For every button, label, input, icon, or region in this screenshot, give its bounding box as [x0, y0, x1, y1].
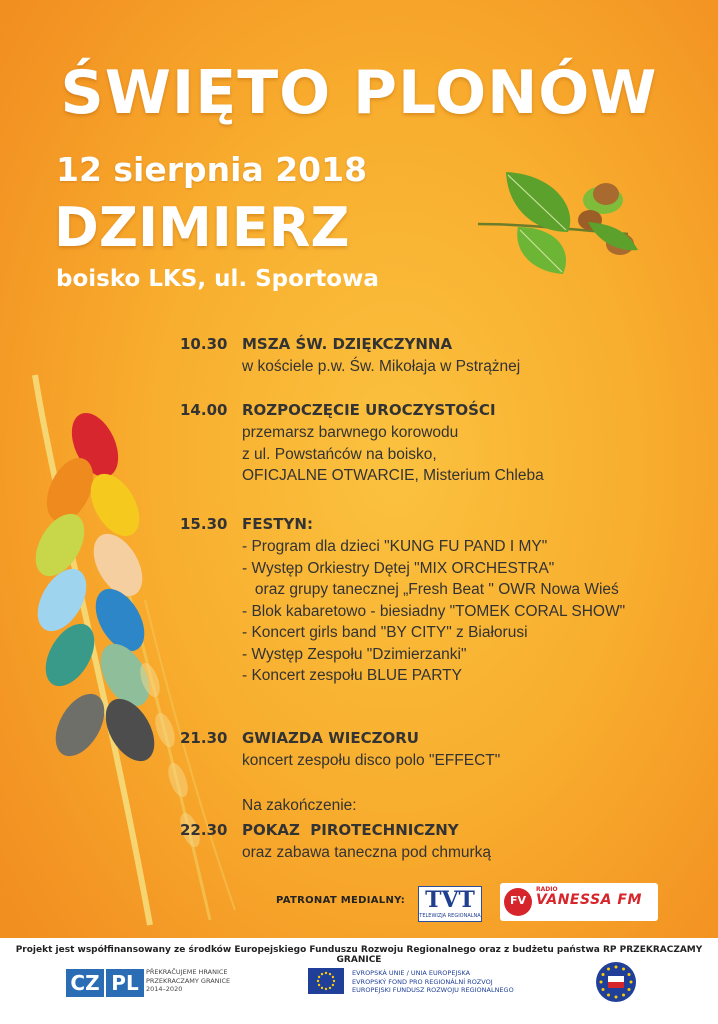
program-heading: POKAZ PIROTECHNICZNY: [242, 821, 459, 839]
tvt-logo: [418, 886, 482, 922]
funding-note: Projekt jest współfinansowany ze środków Europejskiego Funduszu Rozwoju Regionalnego oraz z budżetu państwa RP PRZEKRACZAMY GRANICE: [15, 945, 703, 965]
ending-label: Na zakończenie:: [242, 797, 357, 814]
program-line: OFICJALNE OTWARCIE, Misterium Chleba: [242, 467, 544, 484]
program-time: 10.30: [180, 335, 228, 353]
vanessa-fv-mark: FV: [509, 894, 527, 907]
program-time: 22.30: [180, 821, 228, 839]
event-venue: boisko LKS, ul. Sportowa: [56, 266, 379, 292]
event-date: 12 sierpnia 2018: [56, 150, 368, 189]
czpl-logo-cz: CZ: [66, 969, 104, 997]
program-heading: MSZA ŚW. DZIĘKCZYNNA: [242, 335, 453, 353]
eu-line: EVROPSKÝ FOND PRO REGIONÁLNÍ ROZVOJ: [352, 977, 493, 986]
footer: [0, 938, 718, 1024]
czpl-program-text: [146, 968, 230, 994]
eu-flag-icon: [308, 968, 344, 994]
program-line: w kościele p.w. Św. Mikołaja w Pstrążnej: [242, 358, 521, 375]
program-time: 14.00: [180, 401, 228, 419]
program-line: - Występ Zespołu "Dzimierzanki": [242, 645, 467, 663]
wheat-illustration: [0, 350, 260, 940]
program-line: koncert zespołu disco polo "EFFECT": [242, 752, 501, 769]
tvt-logo-text: TVT: [425, 887, 475, 913]
vanessa-fm-logo: [500, 883, 658, 921]
program-line: z ul. Powstańców na boisko,: [242, 445, 437, 463]
program-line: - Program dla dzieci "KUNG FU PAND I MY": [242, 538, 548, 555]
program-line: - Koncert girls band "BY CITY" z Białorusi: [242, 624, 528, 641]
program-heading: ROZPOCZĘCIE UROCZYSTOŚCI: [242, 401, 496, 419]
eu-line: EVROPSKÁ UNIE / UNIA EUROPEJSKA: [352, 969, 471, 977]
wheat-grain: [26, 506, 95, 585]
vanessa-radio-label: RADIO: [536, 886, 558, 893]
program-time: 15.30: [180, 515, 228, 533]
eu-fund-text: [352, 969, 514, 995]
program-time: 21.30: [180, 729, 228, 747]
program-heading: FESTYN:: [242, 515, 313, 533]
czpl-line: PRZEKRACZAMY GRANICE: [146, 976, 231, 985]
event-place: DZIMIERZ: [54, 196, 350, 259]
patronat-label: PATRONAT MEDIALNY:: [276, 895, 406, 906]
event-title: ŚWIĘTO PLONÓW: [60, 58, 658, 128]
wheat-grains: [26, 406, 165, 770]
hazelnut-branch-illustration: [478, 172, 648, 277]
czpl-line: PŘEKRAČUJEME HRANICE: [146, 968, 228, 976]
tvt-logo-subtitle: TELEWIZJA REGIONALNA: [419, 913, 481, 919]
program-heading: GWIAZDA WIECZORU: [242, 729, 419, 747]
program-line: - Blok kabaretowo - biesiadny "TOMEK CORAL SHOW": [242, 602, 626, 620]
program-line: oraz grupy tanecznej „Fresh Beat " OWR Nowa Wieś: [242, 581, 619, 598]
czpl-line: 2014–2020: [146, 985, 183, 993]
program-line: oraz zabawa taneczna pod chmurką: [242, 844, 492, 861]
program-line: przemarsz barwnego korowodu: [242, 424, 459, 441]
program-line: - Występ Orkiestry Dętej "MIX ORCHESTRA": [242, 559, 555, 577]
eu-line: EUROPEJSKI FUNDUSZ ROZWOJU REGIONALNEGO: [352, 986, 514, 994]
czpl-logo-pl: PL: [106, 969, 144, 997]
program-line: - Koncert zespołu BLUE PARTY: [242, 667, 462, 684]
euroregion-seal-icon: [596, 962, 636, 1002]
vanessa-name: VANESSA FM: [536, 892, 642, 908]
